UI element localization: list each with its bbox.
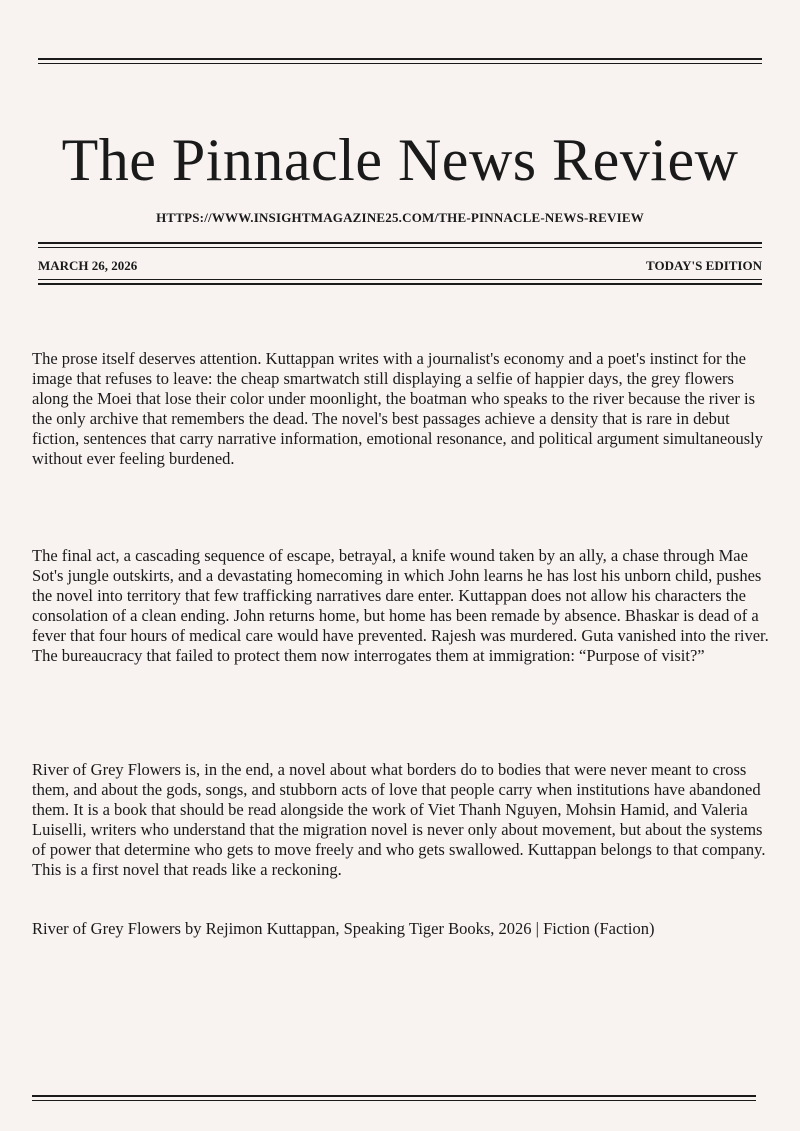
article-paragraph: River of Grey Flowers is, in the end, a novel about what borders do to bodies that were never meant to cross them, and about the gods, songs, and stubborn acts of love that people carry when institutions have abandoned them. It is a book that should be read alongside the work of Viet Thanh Nguyen, Mohsin Hamid, and Valeria Luiselli, writers who understand that the migration novel is never only about movement, but about the systems of power that determine who gets to move freely and who gets swallowed. Kuttappan belongs to that company. This is a first novel that reads like a reckoning. — [32, 760, 766, 879]
top-rule — [38, 58, 762, 60]
book-credit: River of Grey Flowers by Rejimon Kuttappan, Speaking Tiger Books, 2026 | Fiction (Faction) — [32, 919, 655, 938]
dateline-bottom-rule-thin — [38, 279, 762, 280]
dateline-bottom-rule — [38, 283, 762, 285]
top-rule-thin — [38, 63, 762, 64]
bottom-rule-thin — [32, 1100, 756, 1101]
masthead-title: The Pinnacle News Review — [61, 127, 739, 193]
dateline-top-rule-thin — [38, 247, 762, 248]
dateline-top-rule — [38, 242, 762, 244]
article-paragraph: The prose itself deserves attention. Kuttappan writes with a journalist's economy and a poet's instinct for the image that refuses to leave: the cheap smartwatch still displaying a selfie of happier days, the grey flowers along the Moei that lose their color under moonlight, the boatman who speaks to the river because the river is the only archive that remembers the dead. The novel's best passages achieve a density that is rare in debut fiction, sentences that carry narrative information, emotional resonance, and political argument simultaneously without ever feeling burdened. — [32, 349, 763, 468]
bottom-rule — [32, 1095, 756, 1097]
masthead-url: HTTPS://WWW.INSIGHTMAGAZINE25.COM/THE-PINNACLE-NEWS-REVIEW — [156, 210, 644, 225]
article-paragraph: The final act, a cascading sequence of escape, betrayal, a knife wound taken by an ally, a chase through Mae Sot's jungle outskirts, and a devastating homecoming in which John learns he has lost his unborn child, pushes the novel into territory that few trafficking narratives dare enter. Kuttappan does not allow his characters the consolation of a clean ending. John returns home, but home has been remade by absence. Bhaskar is dead of a fever that four hours of medical care would have prevented. Rajesh was murdered. Guta vanished into the river. The bureaucracy that failed to protect them now interrogates them at immigration: “Purpose of visit?” — [32, 546, 769, 665]
issue-date: MARCH 26, 2026 — [38, 258, 138, 273]
edition-label: TODAY'S EDITION — [646, 258, 762, 273]
